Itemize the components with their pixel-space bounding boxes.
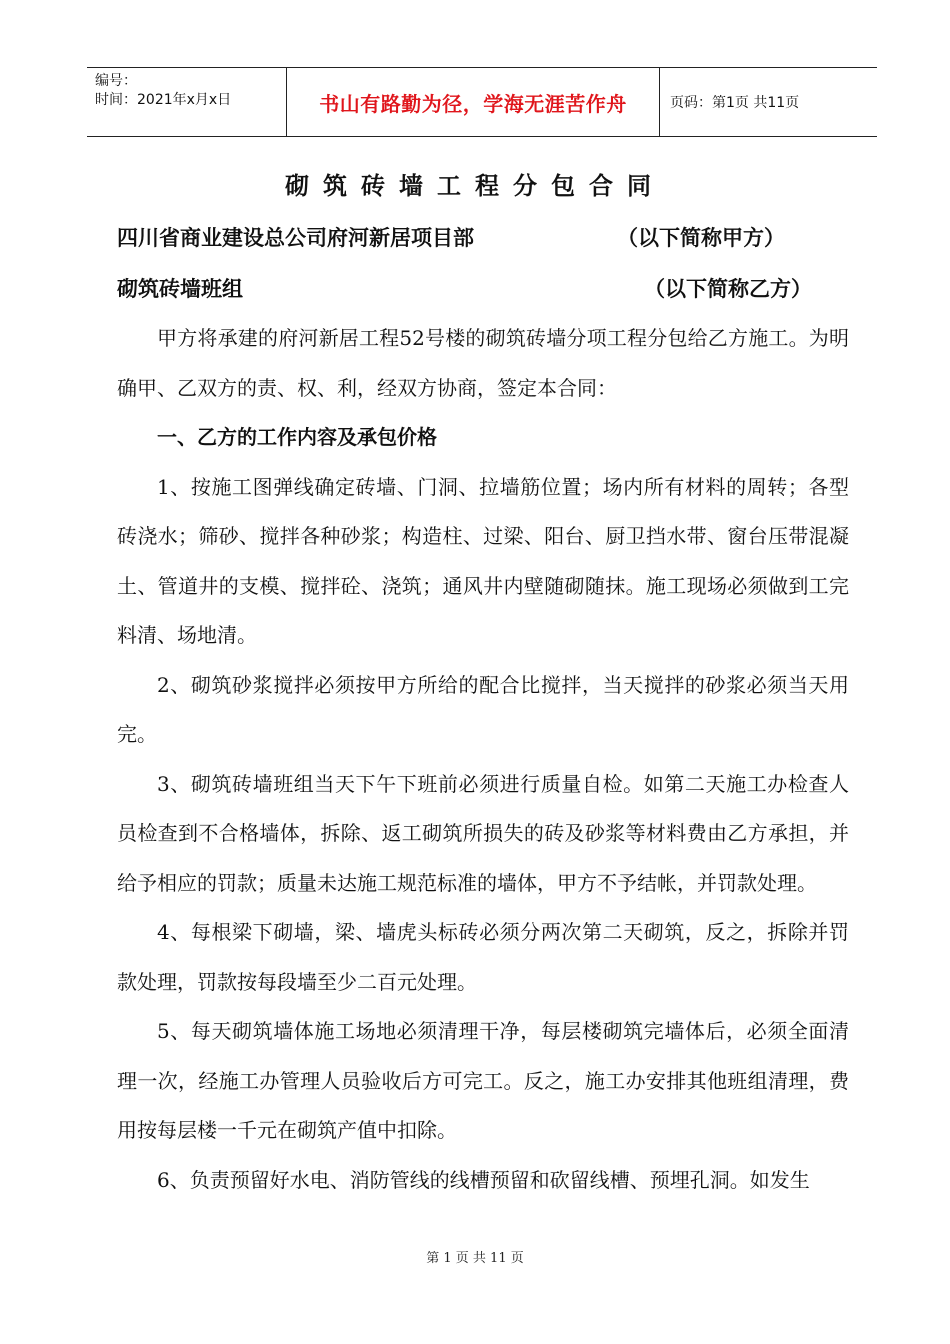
- clause-paragraph: 5、每天砌筑墙体施工场地必须清理干净，每层楼砌筑完墙体后，必须全面清理一次，经施工办管理人员验收后方可完工。反之，施工办安排其他班组清理，费用按每层楼一千元在砌筑产值中扣除。: [117, 1019, 849, 1142]
- party-a-line: [117, 222, 837, 252]
- clause-paragraph: 2、砌筑砂浆搅拌必须按甲方所给的配合比搅拌，当天搅拌的砂浆必须当天用完。: [117, 672, 849, 746]
- party-b-tag: （以下简称乙方）: [644, 277, 812, 301]
- clause-paragraph: 6、负责预留好水电、消防管线的线槽预留和砍留线槽、预埋孔洞。如发生: [157, 1167, 810, 1192]
- document-time-label: 时间：2021年x月x日: [95, 92, 232, 108]
- contract-title: 砌筑砖墙工程分包合同: [285, 172, 665, 200]
- party-b-name: 砌筑砖墙班组: [117, 277, 243, 301]
- clause-paragraph: 3、砌筑砖墙班组当天下午下班前必须进行质量自检。如第二天施工办检查人员检查到不合格墙体，拆除、返工砌筑所损失的砖及砂浆等材料费由乙方承担，并给予相应的罚款；质量未达施工规范标准的墙体，甲方不予结帐，并罚款处理。: [117, 771, 849, 895]
- party-a-name: 四川省商业建设总公司府河新居项目部: [117, 226, 474, 250]
- section-heading: 一、乙方的工作内容及承包价格: [157, 425, 437, 449]
- header-meta: [87, 68, 287, 136]
- page-header: [87, 67, 877, 137]
- intro-paragraph: 甲方将承建的府河新居工程52号楼的砌筑砖墙分项工程分包给乙方施工。为明确甲、乙双方的责、权、利，经双方协商，签定本合同：: [117, 326, 849, 400]
- document-number-label: 编号：: [95, 73, 137, 89]
- party-a-tag: （以下简称甲方）: [617, 226, 785, 250]
- contract-body: [117, 314, 849, 1205]
- header-motto: 书山有路勤为径，学海无涯苦作舟: [287, 68, 660, 136]
- clause-paragraph: 4、每根梁下砌墙，梁、墙虎头标砖必须分两次第二天砌筑，反之，拆除并罚款处理，罚款按每段墙至少二百元处理。: [117, 920, 849, 994]
- header-page-number: 页码：第1页 共11页: [670, 95, 800, 111]
- party-b-line: [117, 273, 837, 303]
- clause-paragraph: 1、按施工图弹线确定砖墙、门洞、拉墙筋位置；场内所有材料的周转；各型砖浇水；筛砂、搅拌各种砂浆；构造柱、过梁、阳台、厨卫挡水带、窗台压带混凝土、管道井的支模、搅拌砼、浇筑；通风井内壁随砌随抹。施工现场必须做到工完料清、场地清。: [117, 474, 849, 647]
- page-footer: 第 1 页 共 11 页: [426, 1251, 524, 1266]
